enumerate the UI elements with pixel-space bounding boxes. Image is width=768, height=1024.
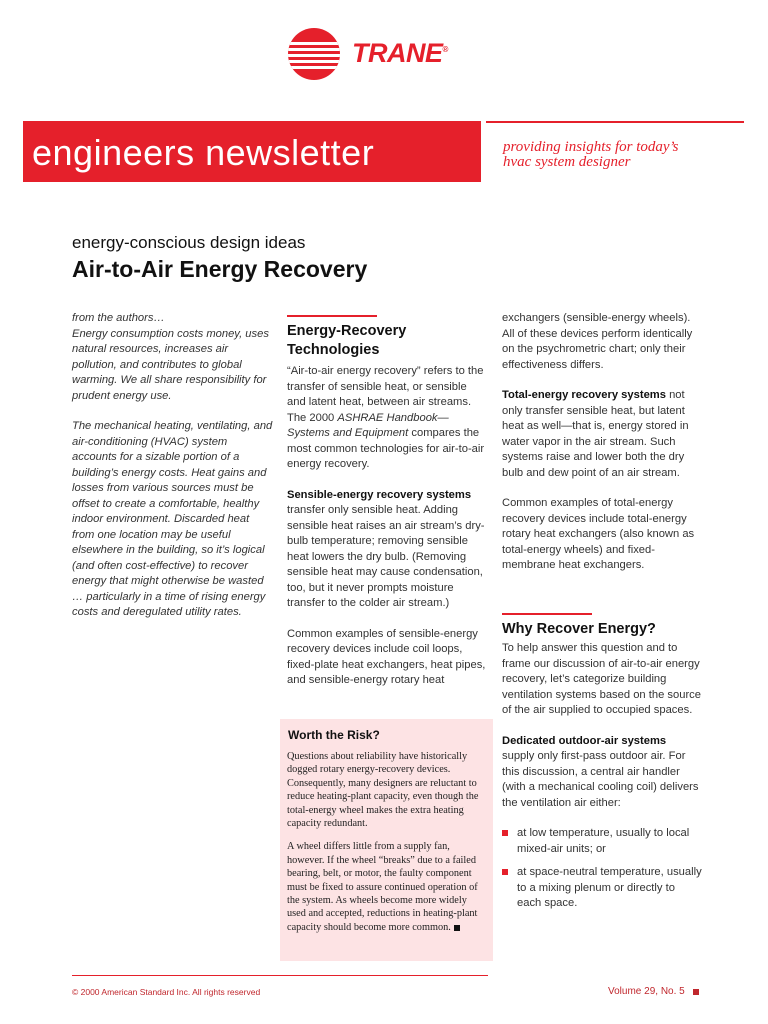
- article-kicker: energy-conscious design ideas: [72, 233, 306, 252]
- list-item: at low temperature, usually to local mixed-air units; or: [502, 826, 702, 857]
- volume-number: Volume 29, No. 5: [608, 986, 685, 997]
- sidebar-body: [287, 750, 484, 944]
- body-paragraph: Dedicated outdoor-air systems supply only first-pass outdoor air. For this discussion, a central air handler (with a mechanical cooling coil) delivers the ventilation air either:: [502, 734, 699, 809]
- end-mark-icon: [693, 989, 699, 995]
- body-paragraph: Sensible-energy recovery systems transfer only sensible heat. Adding sensible heat raises an air stream’s dry-bulb temperature; removing sensible heat lowers the dry bulb. (Removing sensible heat may cause condensation, too, but it never prompts moisture transfer to the colder air stream.): [287, 488, 485, 609]
- right-column-top: [502, 311, 702, 589]
- body-paragraph: exchangers (sensible-energy wheels). All of these devices perform identically on the psychrometric chart; only their effectiveness differs.: [502, 312, 693, 371]
- body-paragraph: Total-energy recovery systems not only transfer sensible heat, but latent heat as well—that is, energy stored in water vapor in the air stream. Such systems raise and lower both the dry bulb and dew point of an air stream.: [502, 389, 689, 479]
- article-headline: Air-to-Air Energy Recovery: [72, 256, 368, 282]
- body-paragraph: Common examples of total-energy recovery devices include total-energy rotary heat exchangers (also known as total-energy wheels) and fixed-membrane heat exchangers.: [502, 497, 695, 571]
- body-paragraph: To help answer this question and to frame our discussion of air-to-air energy recovery, let’s categorize building ventilation systems based on the source of the air supplied to occupied spaces.: [502, 642, 701, 716]
- authors-intro: from the authors…: [72, 312, 165, 324]
- bullet-icon: [502, 830, 508, 836]
- trane-logo-text: TRANE®: [352, 38, 448, 68]
- sidebar-paragraph: Questions about reliability have historically dogged rotary energy-recovery devices. Consequently, many designers are reluctant to reduce heating-plant capacity, even though the total-energy wheel makes the extra heating capacity redundant.: [287, 751, 479, 830]
- list-item: at space-neutral temperature, usually to a mixing plenum or directly to each space.: [502, 865, 702, 912]
- end-mark-icon: [454, 925, 460, 931]
- authors-paragraph: Energy consumption costs money, uses natural resources, increases air pollution, and contributes to global warming. We all share responsibility for prudent energy use.: [72, 327, 269, 402]
- body-paragraph: Common examples of sensible-energy recovery devices include coil loops, fixed-plate heat exchangers, heat pipes, and sensible-energy rotary heat: [287, 627, 486, 686]
- bullet-icon: [502, 869, 508, 875]
- sidebar-paragraph: A wheel differs little from a supply fan, however. If the wheel “breaks” due to a failed bearing, belt, or motor, the faulty component must be fixed to assure continued operation of the system. As wheels become more widely used and accepted, reductions in heating-plant capacity should become more common.: [287, 841, 478, 933]
- technologies-column: [287, 322, 487, 704]
- banner-rule: [486, 121, 744, 123]
- section-heading: Why Recover Energy?: [502, 621, 656, 637]
- section-heading: Energy-Recovery Technologies: [287, 323, 407, 358]
- section-rule: [502, 613, 592, 615]
- sidebar-title: Worth the Risk?: [288, 728, 380, 742]
- authors-column: [72, 311, 274, 636]
- trane-logo-circle: [288, 28, 340, 80]
- footer-rule: [72, 975, 488, 976]
- copyright: © 2000 American Standard Inc. All rights reserved: [72, 987, 261, 997]
- authors-paragraph: The mechanical heating, ventilating, and air-conditioning (HVAC) system accounts for a sizable portion of a building’s energy costs. Heat gains and losses from various sources must be offset to create a comfortable, healthy indoor environment. Discarded heat from one location may be useful elsewhere in the building, so it’s logical (and often cost-effective) to recover energy that might otherwise be wasted … particularly in a time of rising energy costs and deregulated utility rates.: [72, 420, 273, 618]
- body-paragraph: “Air-to-air energy recovery” refers to the transfer of sensible heat, or sensible and latent heat, between air streams. The 2000 ASHRAE Handbook—Systems and Equipment compares the most common technologies for air-to-air energy recovery.: [287, 365, 485, 470]
- newsletter-tagline: providing insights for today’s hvac system designer: [503, 139, 679, 170]
- newsletter-title: engineers newsletter: [32, 132, 375, 173]
- section-rule: [287, 315, 377, 317]
- bullet-list: [502, 826, 702, 912]
- right-column-bottom: [502, 620, 702, 920]
